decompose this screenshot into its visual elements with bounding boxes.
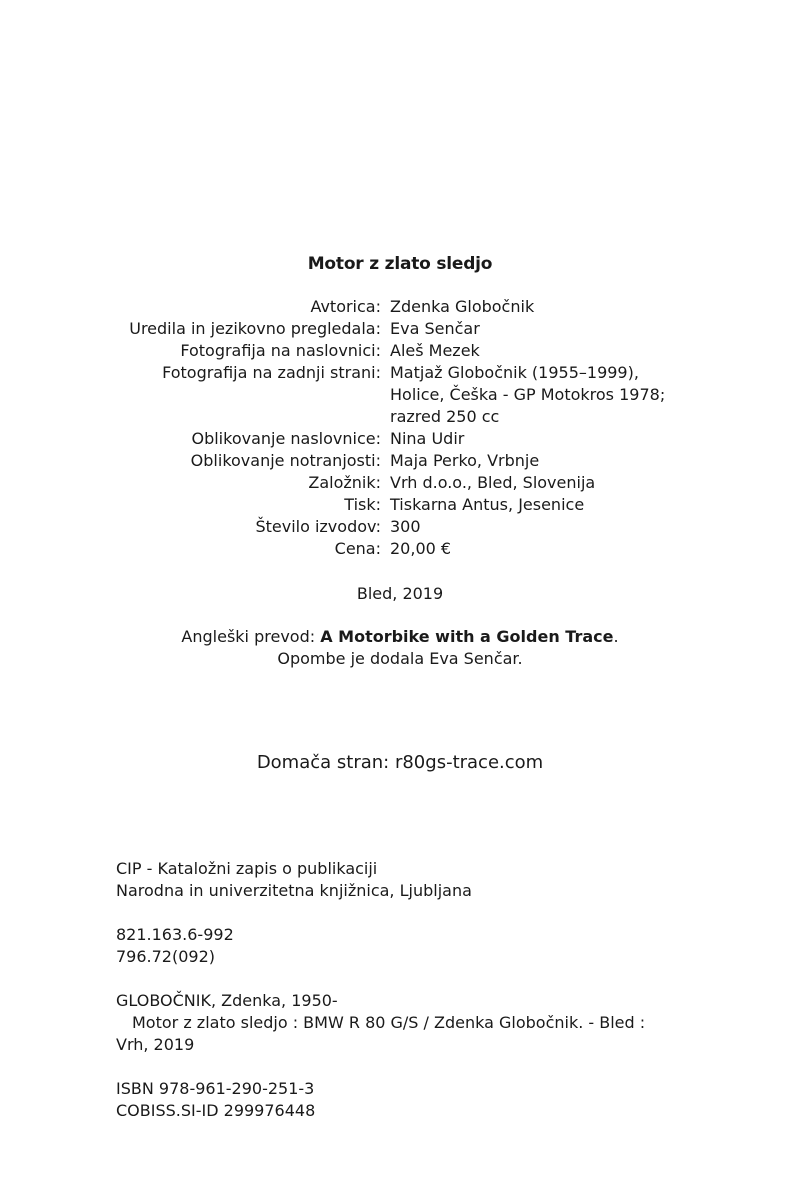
credit-value-line: Eva Senčar <box>390 319 480 338</box>
credit-value-line: Holice, Češka - GP Motokros 1978; <box>390 385 666 404</box>
credit-value <box>390 516 700 538</box>
credit-row-publisher <box>0 472 800 494</box>
credit-value <box>390 494 700 516</box>
credit-label: Oblikovanje notranjosti: <box>190 451 381 470</box>
credit-row-back-photo <box>0 362 800 428</box>
credit-value <box>390 472 700 494</box>
translation-info <box>0 626 800 670</box>
credit-label: Avtorica: <box>310 297 381 316</box>
credit-value-line: Vrh d.o.o., Bled, Slovenija <box>390 473 596 492</box>
place-year: Bled, 2019 <box>356 584 444 603</box>
credit-value-line: 300 <box>390 517 421 536</box>
cip-isbn: ISBN 978-961-290-251-3 <box>116 1079 315 1098</box>
cip-entry <box>116 990 716 1056</box>
cip-udc-line: 821.163.6-992 <box>116 925 234 944</box>
credits-list <box>0 296 800 560</box>
credit-label: Založnik: <box>308 473 381 492</box>
cip-entry-title: Motor z zlato sledjo : BMW R 80 G/S / Zdenka Globočnik. - Bled : <box>132 1013 646 1032</box>
credit-label: Fotografija na naslovnici: <box>180 341 381 360</box>
credit-label: Tisk: <box>344 495 381 514</box>
credit-row-editor <box>0 318 800 340</box>
credit-row-cover-photo <box>0 340 800 362</box>
credit-value-line: 20,00 € <box>390 539 452 558</box>
credit-label: Število izvodov: <box>255 517 381 536</box>
cip-udc-line: 796.72(092) <box>116 947 216 966</box>
credit-value <box>390 362 700 428</box>
translation-note: Opombe je dodala Eva Senčar. <box>277 649 523 668</box>
credit-row-interior-design <box>0 450 800 472</box>
credit-row-author <box>0 296 800 318</box>
cip-header-line: Narodna in univerzitetna knjižnica, Ljubljana <box>116 881 472 900</box>
translation-prefix: Angleški prevod: <box>181 627 321 646</box>
credit-row-price <box>0 538 800 560</box>
credit-row-cover-design <box>0 428 800 450</box>
credit-value <box>390 450 700 472</box>
translation-line <box>0 626 800 648</box>
cip-header <box>116 858 716 902</box>
cip-header-line: CIP - Kataložni zapis o publikaciji <box>116 859 378 878</box>
credit-value-line: Matjaž Globočnik (1955–1999), <box>390 363 639 382</box>
credit-label: Uredila in jezikovno pregledala: <box>129 319 381 338</box>
cip-cobiss: COBISS.SI-ID 299976448 <box>116 1101 316 1120</box>
credit-value-line: Nina Udir <box>390 429 465 448</box>
translation-title: A Motorbike with a Golden Trace <box>320 627 614 646</box>
credit-value <box>390 296 700 318</box>
translation-suffix: . <box>613 627 619 646</box>
credit-value-line: Aleš Mezek <box>390 341 480 360</box>
credit-label: Oblikovanje naslovnice: <box>191 429 381 448</box>
credit-value <box>390 318 700 340</box>
credit-value-line: Tiskarna Antus, Jesenice <box>390 495 585 514</box>
book-title: Motor z zlato sledjo <box>307 254 493 274</box>
cip-entry-author: GLOBOČNIK, Zdenka, 1950- <box>116 991 338 1010</box>
credit-label: Fotografija na zadnji strani: <box>162 363 381 382</box>
credit-value <box>390 340 700 362</box>
credit-row-print-run <box>0 516 800 538</box>
homepage-link[interactable]: Domača stran: r80gs-trace.com <box>256 752 544 773</box>
cip-record <box>116 858 716 1144</box>
cip-udc <box>116 924 716 968</box>
credit-value-line: Maja Perko, Vrbnje <box>390 451 540 470</box>
cip-entry-publisher: Vrh, 2019 <box>116 1035 195 1054</box>
credit-value <box>390 428 700 450</box>
credit-row-printer <box>0 494 800 516</box>
credit-value-line: razred 250 cc <box>390 407 500 426</box>
cip-ids <box>116 1078 716 1122</box>
credit-value-line: Zdenka Globočnik <box>390 297 535 316</box>
credit-label: Cena: <box>334 539 381 558</box>
credit-value <box>390 538 700 560</box>
